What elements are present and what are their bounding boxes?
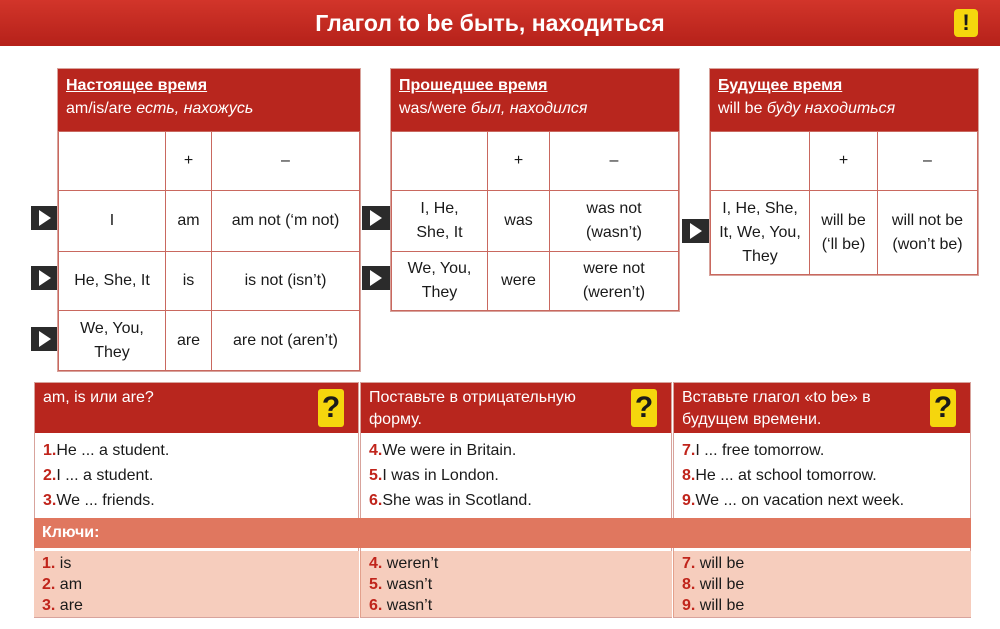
exercise-heading [361, 383, 671, 433]
future-tense-header [710, 69, 978, 131]
list-item: 2. am [42, 576, 83, 593]
pronoun-cell: We, You, They [392, 252, 488, 311]
keys-column-1 [34, 551, 359, 617]
positive-cell: were [488, 252, 550, 311]
minus-header: – [878, 132, 978, 191]
present-tense-header [58, 69, 360, 131]
list-item: 7. will be [682, 555, 745, 572]
negative-cell: were not (weren’t) [550, 252, 679, 311]
pronoun-cell: I, He, She, It, We, You, They [711, 191, 810, 275]
list-item: 3.We ... friends. [43, 492, 155, 509]
past-tense-table [390, 68, 680, 312]
positive-cell: am [166, 191, 212, 252]
plus-header: + [166, 132, 212, 191]
list-item: 2.I ... a student. [43, 467, 154, 484]
exercise-list [35, 433, 358, 518]
list-item: 7.I ... free tomorrow. [682, 442, 825, 459]
question-mark-icon: ? [631, 389, 657, 427]
list-item: 5.I was in London. [369, 467, 499, 484]
list-item: 6.She was in Scotland. [369, 492, 532, 509]
table-row [59, 191, 360, 252]
positive-cell: was [488, 191, 550, 252]
plus-header: + [488, 132, 550, 191]
present-tense-table [57, 68, 361, 372]
negative-cell: are not (aren’t) [212, 311, 360, 371]
past-tense-header [391, 69, 679, 131]
past-tense-title: Прошедшее время [399, 77, 548, 94]
arrow-right-icon [682, 219, 710, 243]
future-translation: буду находиться [766, 100, 896, 117]
header-pronoun-cell [392, 132, 488, 191]
question-mark-icon: ? [318, 389, 344, 427]
list-item: 8. will be [682, 576, 745, 593]
pronoun-cell: I [59, 191, 166, 252]
pronoun-cell: We, You, They [59, 311, 166, 371]
list-item: 6. wasn’t [369, 597, 433, 614]
list-item: 4. weren’t [369, 555, 439, 572]
question-mark-icon: ? [930, 389, 956, 427]
keys-heading: Ключи: [34, 518, 971, 548]
positive-cell: will be (‘ll be) [810, 191, 878, 275]
future-tense-table [709, 68, 979, 276]
past-forms: was/were [399, 100, 467, 117]
pronoun-cell: I, He, She, It [392, 191, 488, 252]
table-row [59, 311, 360, 371]
keys-column-2 [360, 551, 672, 617]
negative-cell: am not (‘m not) [212, 191, 360, 252]
present-translation: есть, нахожусь [136, 100, 254, 117]
positive-cell: are [166, 311, 212, 371]
title-bar [0, 0, 1000, 46]
positive-cell: is [166, 252, 212, 311]
exercise-heading-text: am, is или are? [43, 389, 154, 406]
minus-header: – [550, 132, 679, 191]
future-tense-title: Будущее время [718, 77, 843, 94]
exercise-list [361, 433, 671, 518]
table-row [392, 252, 679, 311]
list-item: 4.We were in Britain. [369, 442, 517, 459]
exercise-list [674, 433, 970, 518]
list-item: 1.He ... a student. [43, 442, 170, 459]
negative-cell: was not (wasn’t) [550, 191, 679, 252]
list-item: 1. is [42, 555, 72, 572]
present-tense-title: Настоящее время [66, 77, 208, 94]
minus-header: – [212, 132, 360, 191]
keys-column-3 [673, 551, 971, 617]
exercise-heading [35, 383, 358, 433]
list-item: 5. wasn’t [369, 576, 433, 593]
page-title: Глагол to be быть, находиться [315, 10, 665, 36]
header-pronoun-cell [59, 132, 166, 191]
exercise-heading-text: Поставьте в отрицательную форму. [369, 389, 576, 428]
arrow-right-icon [31, 266, 59, 290]
past-translation: был, находился [471, 100, 588, 117]
exercise-heading-text: Вставьте глагол «to be» в будущем времени. [682, 389, 871, 428]
list-item: 9. will be [682, 597, 745, 614]
pronoun-cell: He, She, It [59, 252, 166, 311]
negative-cell: will not be (won’t be) [878, 191, 978, 275]
list-item: 3. are [42, 597, 83, 614]
list-item: 8.He ... at school tomorrow. [682, 467, 877, 484]
header-pronoun-cell [711, 132, 810, 191]
arrow-right-icon [362, 206, 390, 230]
exclamation-badge: ! [954, 9, 978, 37]
future-forms: will be [718, 100, 763, 117]
table-row [711, 191, 978, 275]
arrow-right-icon [362, 266, 390, 290]
arrow-right-icon [31, 206, 59, 230]
arrow-right-icon [31, 327, 59, 351]
present-forms: am/is/are [66, 100, 132, 117]
table-row [59, 252, 360, 311]
negative-cell: is not (isn’t) [212, 252, 360, 311]
exercise-heading [674, 383, 970, 433]
list-item: 9.We ... on vacation next week. [682, 492, 905, 509]
table-row [392, 191, 679, 252]
plus-header: + [810, 132, 878, 191]
